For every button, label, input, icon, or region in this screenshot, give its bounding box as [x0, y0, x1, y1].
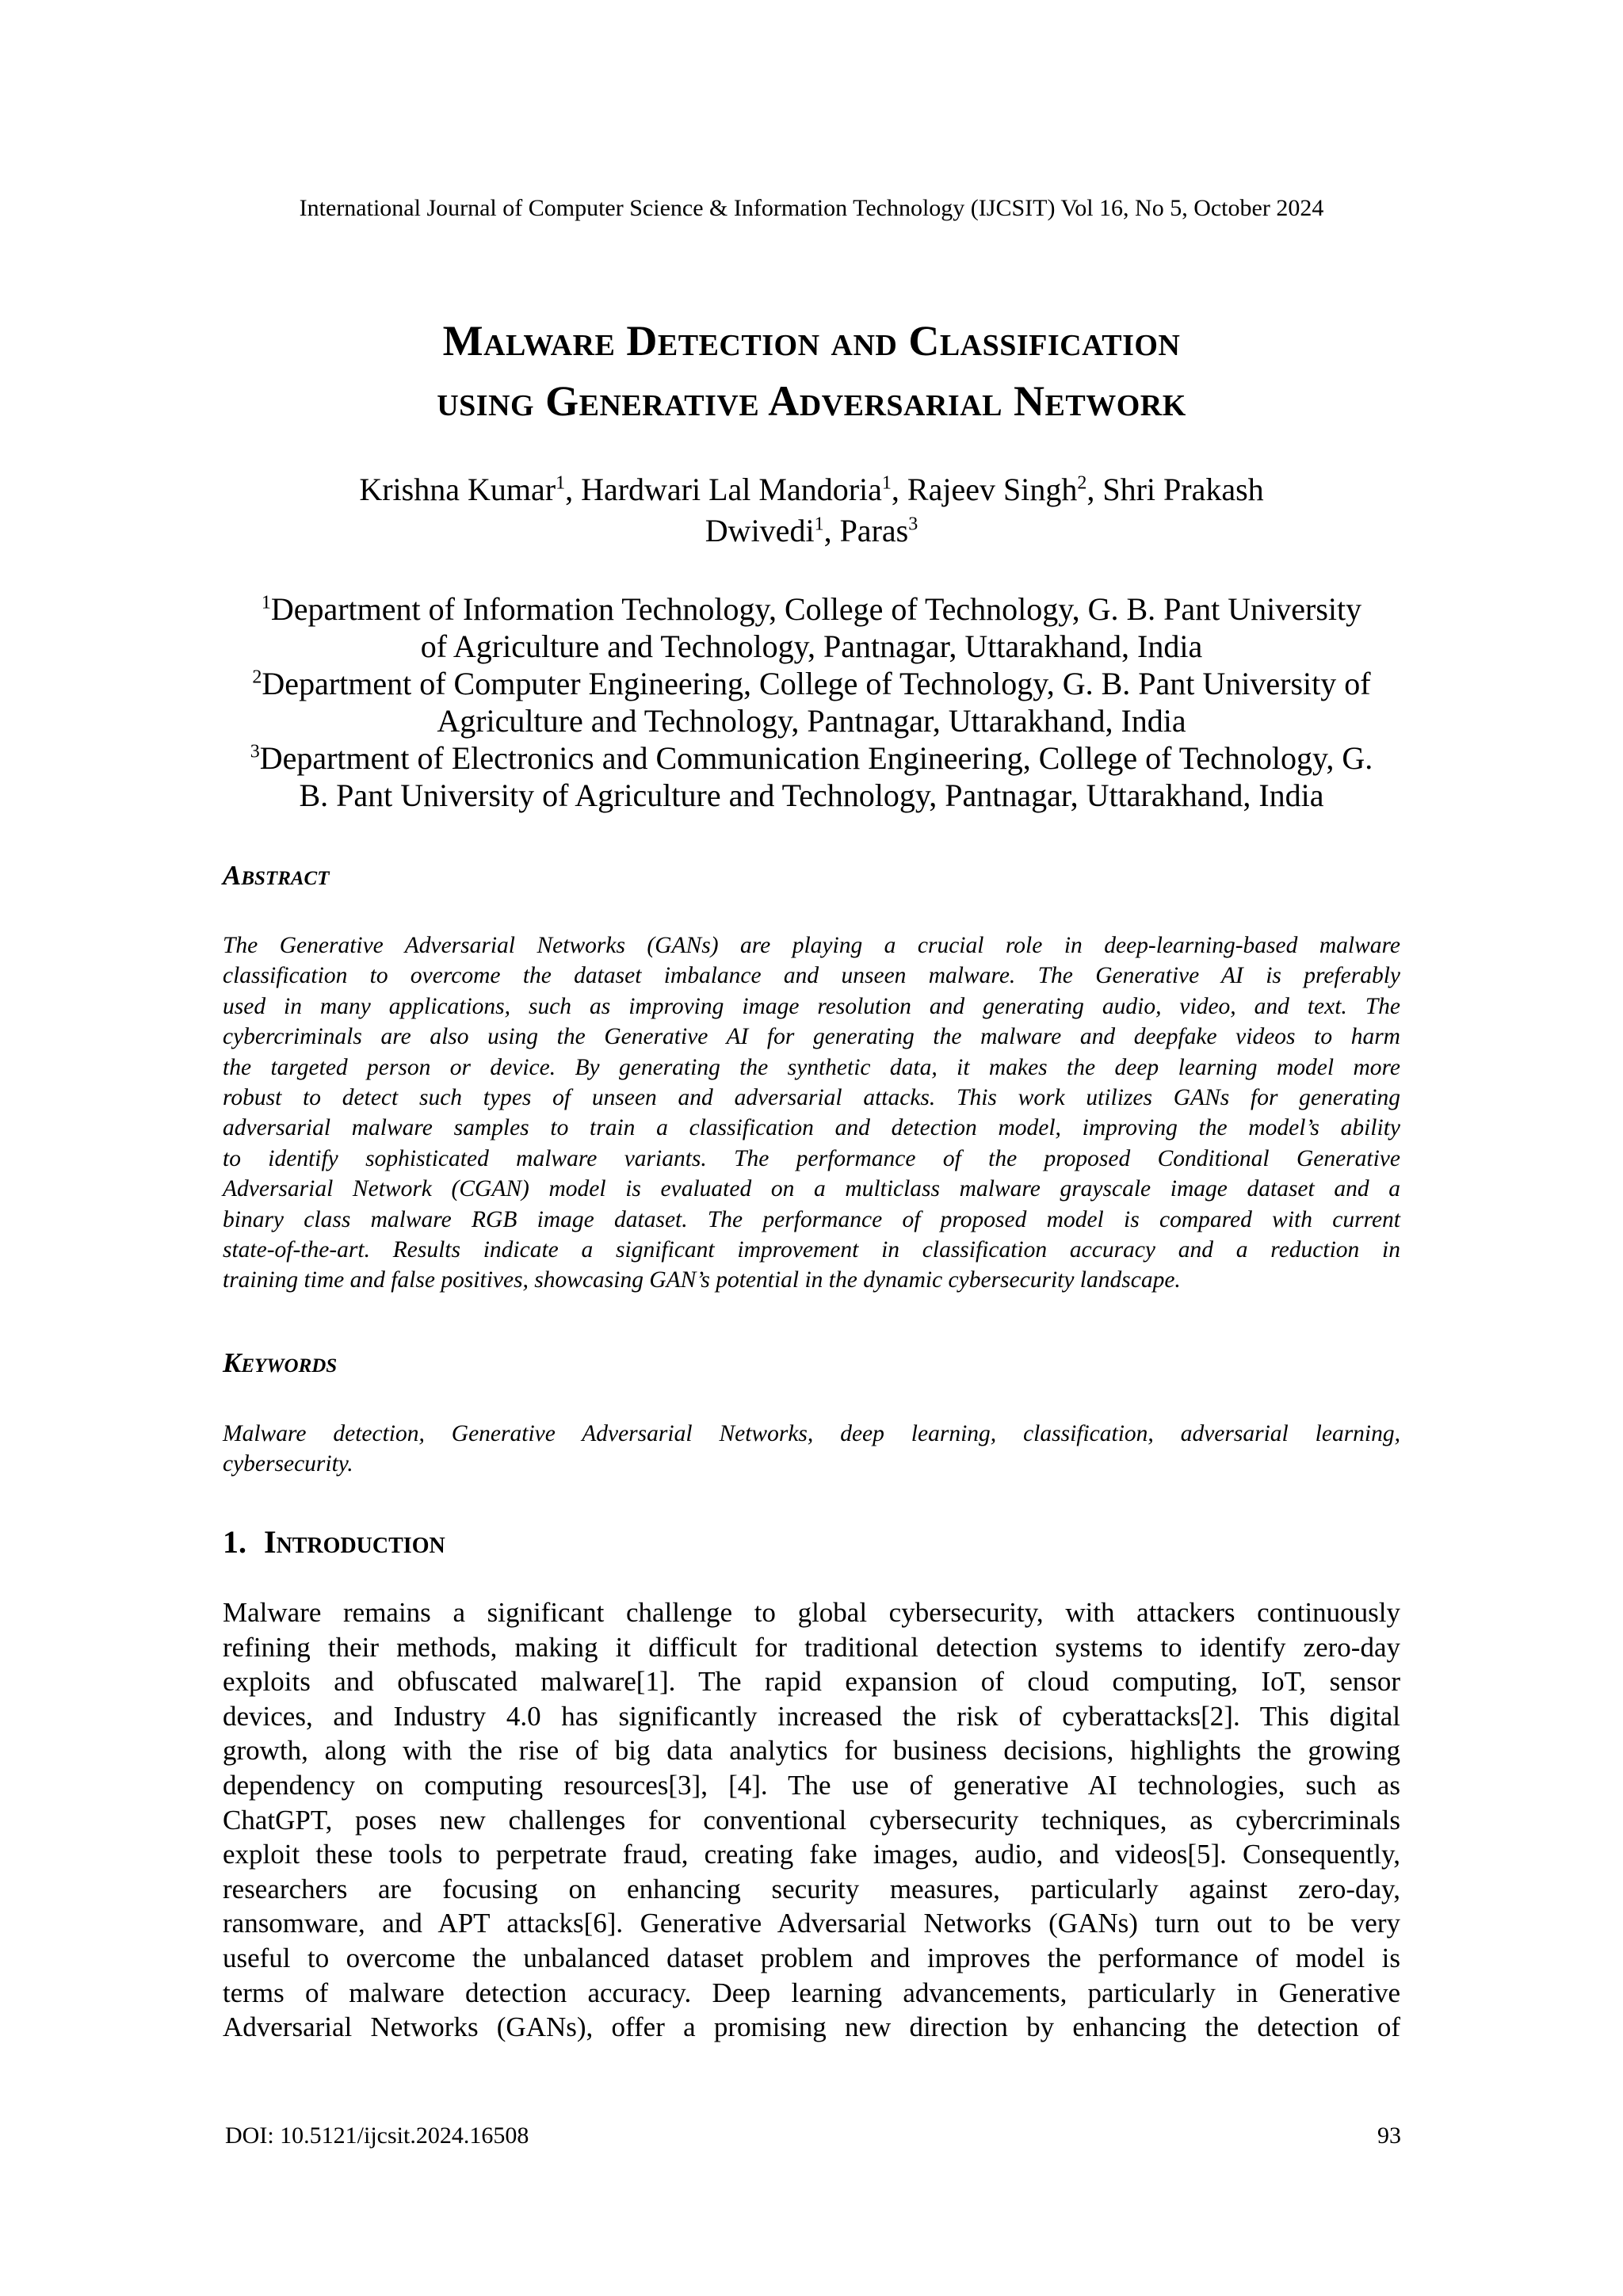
author-name: Hardwari Lal Mandoria [581, 472, 882, 507]
keywords-heading: Keywords [223, 1347, 338, 1378]
affiliation-list [222, 590, 1401, 814]
affiliation-line: $^3$Department of Electronics and Communication Engineering, College of Technology, G. [250, 740, 1373, 776]
paragraph-line: ransomware, and APT attacks[6]. Generative Adversarial Networks (GANs) turn out to be very [223, 1908, 1400, 1939]
paragraph-line: devices, and Industry 4.0 has significantly increased the risk of cyberattacks[2]. This digital [223, 1700, 1400, 1732]
abstract-line: the targeted person or device. By generating the synthetic data, it makes the deep learning model more [223, 1054, 1400, 1080]
abstract-line: Adversarial Network (CGAN) model is evaluated on a multiclass malware grayscale image dataset and a [223, 1176, 1400, 1202]
author-name: Paras [839, 513, 909, 548]
author-affiliation-mark: 3 [908, 514, 918, 535]
keywords-line: cybersecurity. [223, 1451, 353, 1477]
author-name: Krishna Kumar [359, 472, 556, 507]
author-affiliation-mark: 2 [1077, 472, 1087, 494]
author-line-1: Krishna Kumar$^1$, Hardwari Lal Mandoria$^1$, Rajeev Singh$^2$, Shri Prakash [359, 472, 1264, 507]
affiliation-line: of Agriculture and Technology, Pantnagar, Uttarakhand, India [420, 628, 1203, 664]
paragraph-line: Malware remains a significant challenge to global cybersecurity, with attackers continuously [223, 1597, 1400, 1628]
keywords-line: Malware detection, Generative Adversarial Networks, deep learning, classification, adversarial learning, [223, 1421, 1400, 1446]
paper-title [158, 311, 1465, 431]
paragraph-line: Adversarial Networks (GANs), offer a promising new direction by enhancing the detection of [223, 2011, 1400, 2043]
paragraph-line: terms of malware detection accuracy. Deep learning advancements, particularly in Generative [223, 1977, 1400, 2008]
paragraph-line: growth, along with the rise of big data analytics for business decisions, highlights the growing [223, 1735, 1400, 1767]
introduction-text [223, 1595, 1400, 2045]
affiliation-line: Agriculture and Technology, Pantnagar, Uttarakhand, India [437, 703, 1186, 739]
paragraph-line: exploit these tools to perpetrate fraud, creating fake images, audio, and videos[5]. Consequently, [223, 1839, 1400, 1870]
title-line-2: using Generative Adversarial Network [437, 377, 1186, 425]
abstract-line: to identify sophisticated malware variants. The performance of the proposed Conditional Generative [223, 1145, 1400, 1171]
affiliation-line: $^1$Department of Information Technology, College of Technology, G. B. Pant University [261, 591, 1362, 627]
abstract-line: The Generative Adversarial Networks (GANs) are playing a crucial role in deep-learning-based malware [223, 933, 1400, 958]
affiliation-number: 1 [261, 592, 271, 613]
abstract-line: binary class malware RGB image dataset. The performance of proposed model is compared with current [223, 1206, 1400, 1232]
author-affiliation-mark: 1 [881, 472, 892, 494]
author-list [238, 469, 1385, 552]
author-line-2: Dwivedi$^1$, Paras$^3$ [705, 513, 918, 548]
paragraph-line: ChatGPT, poses new challenges for conventional cybersecurity techniques, as cybercriminals [223, 1804, 1400, 1836]
author-affiliation-mark: 1 [556, 472, 566, 494]
page-number: 93 [1377, 2122, 1401, 2149]
affiliation-line: B. Pant University of Agriculture and Technology, Pantnagar, Uttarakhand, India [299, 777, 1324, 813]
introduction-heading [223, 1523, 445, 1561]
author-name: Rajeev Singh [907, 472, 1078, 507]
affiliation-number: 3 [250, 741, 260, 762]
title-line-1: Malware Detection and Classification [442, 317, 1181, 365]
abstract-line: adversarial malware samples to train a classification and detection model, improving the model’s ability [223, 1115, 1400, 1141]
abstract-line: state-of-the-art. Results indicate a significant improvement in classification accuracy and a reduction in [223, 1237, 1400, 1263]
running-header: International Journal of Computer Science & Information Technology (IJCSIT) Vol 16, No 5, October 2024 [299, 195, 1324, 221]
abstract-line: training time and false positives, showcasing GAN’s potential in the dynamic cybersecurity landscape. [223, 1267, 1181, 1293]
affiliation-line: $^2$Department of Computer Engineering, College of Technology, G. B. Pant University of [252, 666, 1371, 701]
paragraph-line: dependency on computing resources[3], [4]. The use of generative AI technologies, such as [223, 1769, 1400, 1801]
paragraph-line: exploits and obfuscated malware[1]. The rapid expansion of cloud computing, IoT, sensor [223, 1666, 1400, 1698]
abstract-line: robust to detect such types of unseen and adversarial attacks. This work utilizes GANs for generating [223, 1085, 1400, 1111]
paragraph-line: refining their methods, making it difficult for traditional detection systems to identify zero-day [223, 1631, 1400, 1663]
author-name-part: Shri Prakash [1102, 472, 1264, 507]
paragraph-line: researchers are focusing on enhancing security measures, particularly against zero-day, [223, 1873, 1400, 1904]
section-number: 1. [223, 1524, 246, 1560]
abstract-line: used in many applications, such as improving image resolution and generating audio, video, and text. The [223, 993, 1400, 1019]
keywords-text [223, 1419, 1400, 1480]
abstract-line: cybercriminals are also using the Generative AI for generating the malware and deepfake videos to harm [223, 1024, 1400, 1050]
abstract-heading: Abstract [223, 860, 330, 891]
abstract-text [223, 930, 1400, 1296]
affiliation-number: 2 [252, 667, 262, 688]
footer-doi: DOI: 10.5121/ijcsit.2024.16508 [225, 2122, 529, 2149]
paragraph-line: useful to overcome the unbalanced dataset problem and improves the performance of model is [223, 1942, 1400, 1973]
abstract-line: classification to overcome the dataset imbalance and unseen malware. The Generative AI is preferably [223, 963, 1400, 989]
author-affiliation-mark: 1 [814, 514, 824, 535]
section-title: Introduction [264, 1524, 445, 1560]
author-name-part: Dwivedi [705, 513, 815, 548]
